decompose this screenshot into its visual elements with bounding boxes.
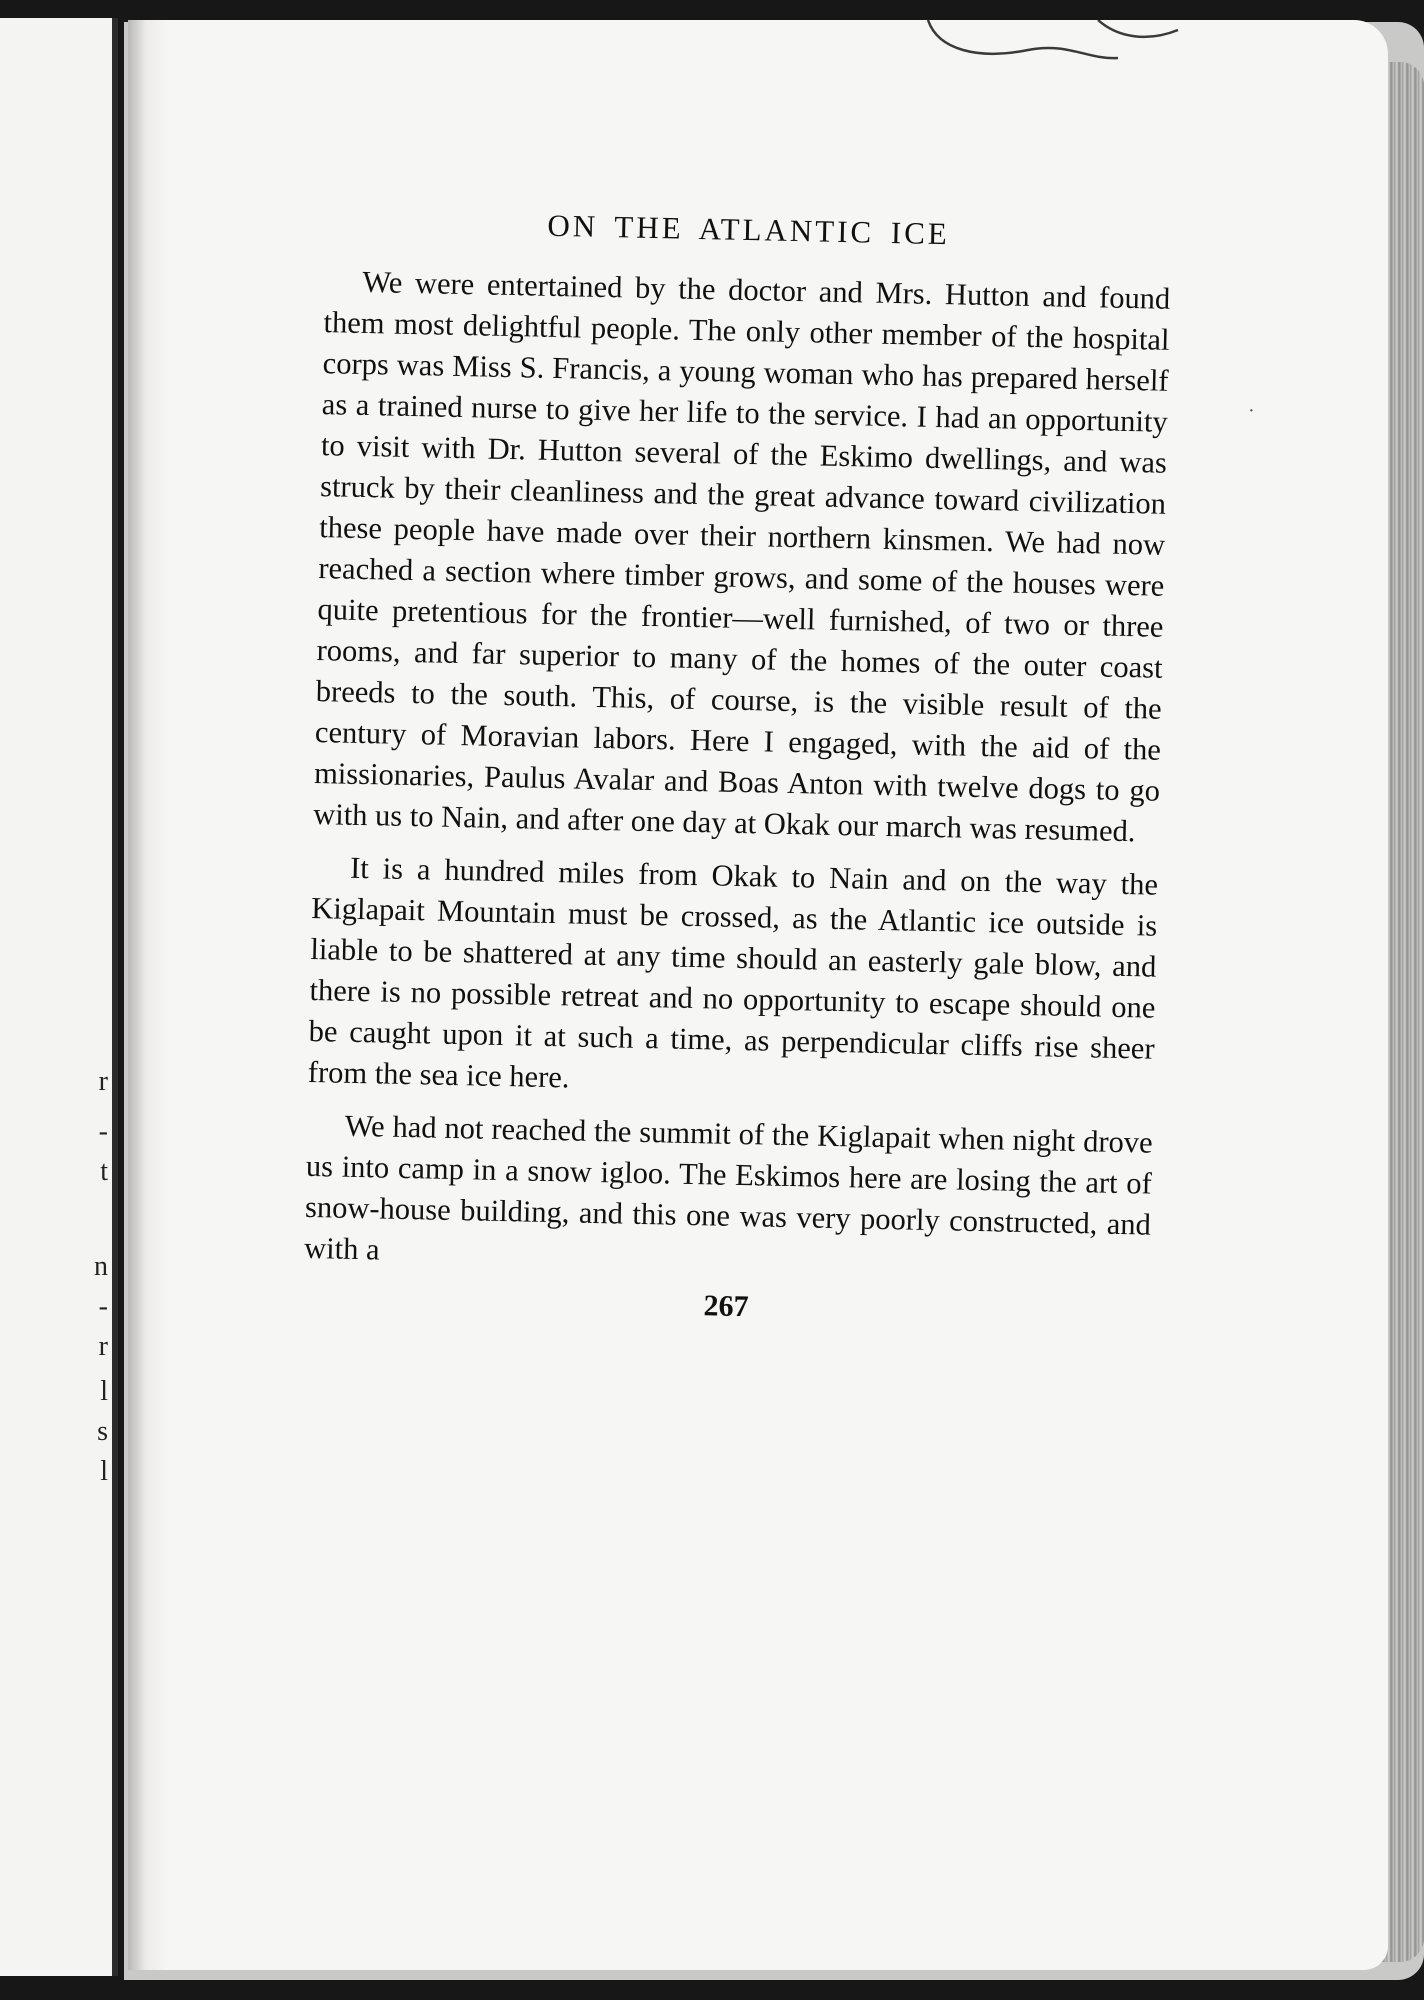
page-gutter-fold xyxy=(128,20,168,1970)
bookmark-ribbon-icon xyxy=(918,20,1218,90)
page-number: 267 xyxy=(703,1289,749,1324)
left-fragment: l xyxy=(100,1376,108,1407)
page-text xyxy=(303,203,1172,1332)
left-fragment: r xyxy=(98,1066,108,1097)
facing-left-page xyxy=(0,18,112,1976)
left-fragment: n xyxy=(94,1251,108,1282)
paragraph: It is a hundred miles from Okak to Nain and on the way the Kiglapait Mountain must be crossed, as the Atlantic ice outside is liable to be shattered at any time should an easterly gale blow, and there is no possible retreat and no opportunity to escape should one be caught upon it at such a time, as perpendicular cliffs rise sheer from the sea ice here. xyxy=(307,850,1159,1095)
left-fragment: l xyxy=(100,1456,108,1487)
left-fragment: t xyxy=(100,1156,108,1187)
paragraph: We had not reached the summit of the Kiglapait when night drove us into camp in a snow igloo. The Eskimos here are losing the art of snow-house building, and this one was very poorly constructed, and with a xyxy=(303,1108,1153,1267)
book-page xyxy=(128,20,1388,1970)
paragraph: We were entertained by the doctor and Mrs. Hutton and found them most delightful people. The only other member of the hospital corps was Miss S. Francis, a young woman who has prepared herself as a trained nurse to give her life to the service. I had an opportunity to visit with Dr. Hutton several of the Eskimo dwellings, and was struck by their cleanliness and the great advance toward civilization these people have made over their northern kinsmen. We had now reached a section where timber grows, and some of the houses were quite pretentious for the frontier—well furnished, of two or three rooms, and far superior to many of the homes of the outer coast breeds to the south. This, of course, is the visible result of the century of Moravian labors. Here I engaged, with the aid of the missionaries, Paulus Avalar and Boas Anton with twelve dogs to go with us to Nain, and after one day at Okak our march was resumed. xyxy=(312,264,1171,849)
gutter-shadow xyxy=(112,18,118,1976)
left-fragment: - xyxy=(98,1116,108,1147)
left-page-text-fragments xyxy=(94,1068,108,1488)
left-fragment: s xyxy=(97,1416,108,1447)
left-fragment: r xyxy=(98,1331,108,1362)
running-head: ON THE ATLANTIC ICE xyxy=(547,207,951,252)
speck-mark: · xyxy=(1248,400,1255,422)
left-fragment: - xyxy=(98,1291,108,1322)
